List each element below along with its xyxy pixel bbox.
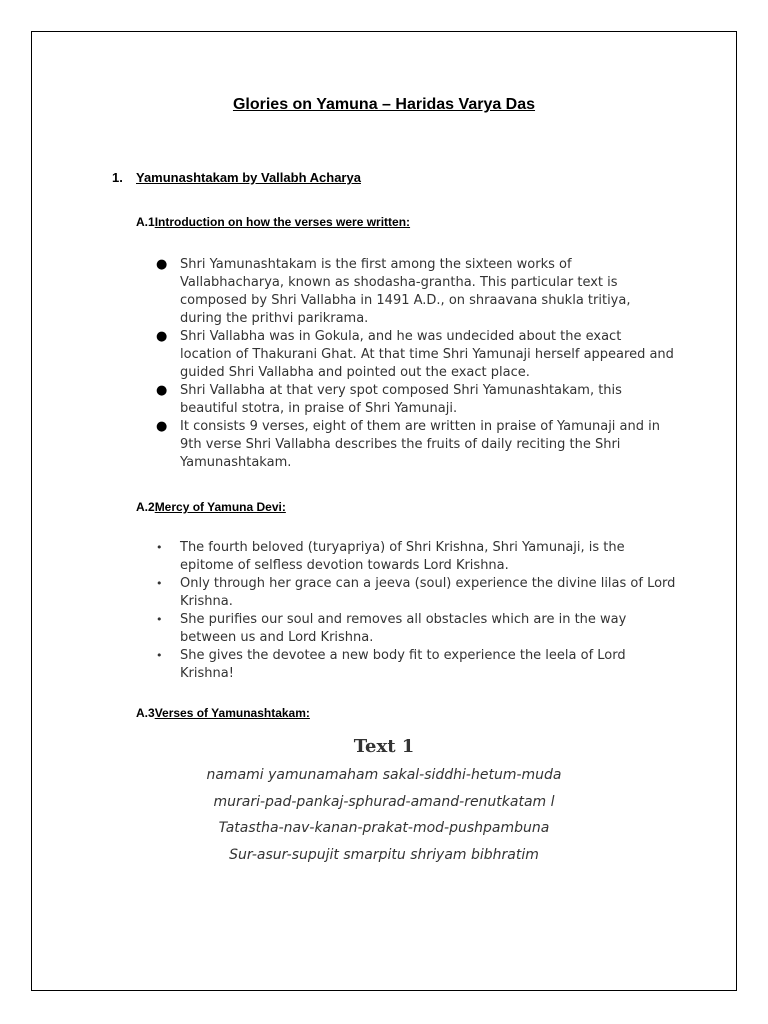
list-item: [156, 418, 676, 472]
list-item: [156, 539, 676, 575]
list-item: [156, 328, 676, 382]
bullet-icon: ●: [156, 419, 168, 434]
subsection-label: A.2: [136, 500, 155, 514]
bullet-icon: ●: [156, 383, 168, 398]
subsection-heading-a3: [136, 706, 310, 720]
list-item-text: She purifies our soul and removes all obstacles which are in the way between us and Lord Krishna.: [180, 612, 627, 645]
document-title: Glories on Yamuna – Haridas Varya Das: [232, 96, 536, 113]
verse-heading: Text 1: [353, 736, 415, 757]
introduction-bullet-list: [156, 256, 676, 472]
list-item: [156, 256, 676, 328]
verse-line: Tatastha-nav-kanan-prakat-mod-pushpambuna: [218, 820, 550, 836]
subsection-heading-text: Introduction on how the verses were written:: [154, 215, 411, 229]
list-item-text: She gives the devotee a new body fit to experience the leela of Lord Krishna!: [180, 648, 626, 681]
bullet-icon: •: [156, 613, 163, 626]
list-item-text: Shri Yamunashtakam is the first among the sixteen works of Vallabhacharya, known as shodasha-grantha. This particular text is composed by Shri Vallabha in 1491 A.D., on shraavana shukla tritiya, during the prithvi parikrama.: [180, 257, 631, 326]
subsection-heading-a1: [136, 215, 410, 229]
verse-line: namami yamunamaham sakal-siddhi-hetum-muda: [206, 767, 562, 783]
bullet-icon: •: [156, 649, 163, 662]
bullet-icon: •: [156, 541, 163, 554]
list-item: [156, 575, 676, 611]
verse-line: Sur-asur-supujit smarpitu shriyam bibhratim: [229, 847, 539, 863]
list-item: [156, 647, 676, 683]
bullet-icon: ●: [156, 257, 168, 272]
list-item-text: Shri Vallabha was in Gokula, and he was undecided about the exact location of Thakurani Ghat. At that time Shri Yamunaji herself appeared and guided Shri Vallabha and pointed out the exact place.: [180, 329, 674, 380]
list-item-text: The fourth beloved (turyapriya) of Shri Krishna, Shri Yamunaji, is the epitome of selfless devotion towards Lord Krishna.: [180, 540, 625, 573]
subsection-label: A.3: [136, 706, 155, 720]
subsection-label: A.1: [136, 215, 155, 229]
verse-line: murari-pad-pankaj-sphurad-amand-renutkatam l: [213, 794, 555, 810]
subsection-heading-text: Verses of Yamunashtakam:: [154, 706, 310, 720]
list-item: [156, 611, 676, 647]
mercy-bullet-list: [156, 539, 676, 683]
section-heading-text: Yamunashtakam by Vallabh Acharya: [136, 170, 361, 185]
list-item-text: Only through her grace can a jeeva (soul) experience the divine lilas of Lord Krishna.: [180, 576, 676, 609]
section-number: 1.: [112, 170, 123, 185]
subsection-heading-a2: [136, 500, 286, 514]
subsection-heading-text: Mercy of Yamuna Devi:: [154, 500, 286, 514]
section-heading: [112, 170, 361, 185]
list-item: [156, 382, 676, 418]
bullet-icon: •: [156, 577, 163, 590]
list-item-text: It consists 9 verses, eight of them are written in praise of Yamunaji and in 9th verse Shri Vallabha describes the fruits of daily reciting the Shri Yamunashtakam.: [180, 419, 660, 470]
list-item-text: Shri Vallabha at that very spot composed Shri Yamunashtakam, this beautiful stotra, in praise of Shri Yamunaji.: [180, 383, 622, 416]
bullet-icon: ●: [156, 329, 168, 344]
